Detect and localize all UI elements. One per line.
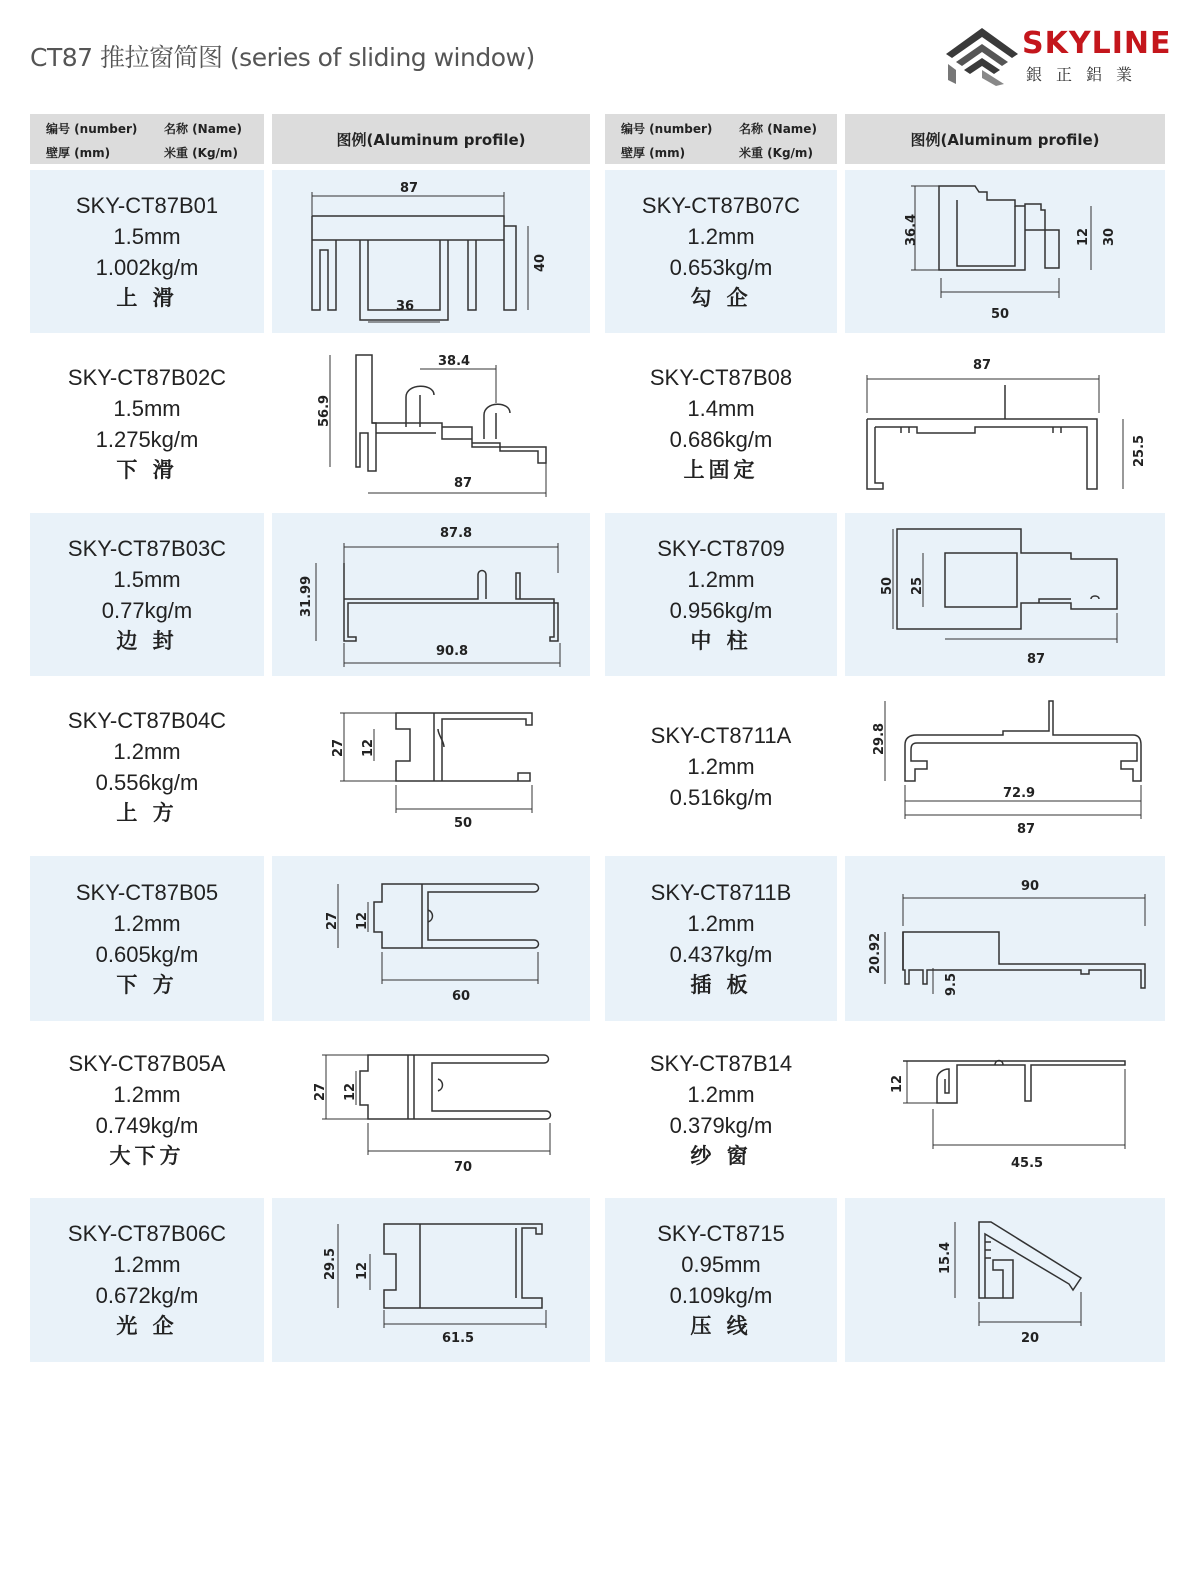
product-name: 上 滑 <box>116 285 178 310</box>
dim-label: 12 <box>355 911 370 930</box>
profile-drawing <box>845 513 1165 676</box>
product-weight: 0.956kg/m <box>669 597 773 623</box>
product-weight: 0.516kg/m <box>669 785 773 810</box>
header-thickness-label: 壁厚 (mm) <box>46 146 111 160</box>
product-weight: 0.686kg/m <box>669 427 773 452</box>
dim-label: 87 <box>400 181 419 196</box>
product-info-card <box>30 1198 264 1362</box>
product-info-card <box>30 685 264 848</box>
dim-label: 40 <box>533 253 548 272</box>
dim-label: 56.9 <box>317 394 332 427</box>
profile-drawing-card <box>845 170 1165 333</box>
product-code: SKY-CT8709 <box>657 535 785 561</box>
profile-drawing-card <box>845 1198 1165 1362</box>
profile-drawing <box>272 513 590 676</box>
product-weight: 0.653kg/m <box>669 254 773 280</box>
product-weight: 0.109kg/m <box>669 1283 773 1308</box>
dim-label: 9.5 <box>944 972 959 996</box>
dim-label: 72.9 <box>1003 786 1036 801</box>
dim-label: 45.5 <box>1011 1156 1044 1171</box>
dim-label: 29.8 <box>872 722 887 755</box>
profile-drawing-card <box>845 685 1165 848</box>
product-thickness: 1.2mm <box>113 1252 181 1277</box>
profile-drawing-card <box>845 513 1165 676</box>
product-code: SKY-CT87B05A <box>68 1050 226 1076</box>
profile-drawing-card <box>272 1029 590 1190</box>
dim-label: 50 <box>991 307 1010 322</box>
product-weight: 1.275kg/m <box>95 427 199 452</box>
product-info-card <box>30 343 264 505</box>
product-code: SKY-CT87B03C <box>67 535 227 561</box>
product-code: SKY-CT87B02C <box>67 365 227 390</box>
product-thickness: 1.5mm <box>113 223 181 249</box>
product-name: 插 板 <box>690 972 752 997</box>
dim-label: 50 <box>454 816 473 831</box>
dim-label: 60 <box>452 989 471 1004</box>
product-code: SKY-CT8711B <box>650 879 792 905</box>
dim-label: 20 <box>1021 1331 1040 1346</box>
product-thickness: 1.2mm <box>687 223 755 249</box>
product-code: SKY-CT8715 <box>657 1221 785 1246</box>
profile-drawing-card <box>272 685 590 848</box>
product-info-card <box>605 1029 837 1190</box>
product-code: SKY-CT87B01 <box>75 192 219 218</box>
header-number-label: 编号 (number) <box>621 122 713 136</box>
header-number-label: 编号 (number) <box>46 122 138 136</box>
brand-logo <box>942 24 1172 88</box>
profile-drawing <box>272 343 590 505</box>
product-info-card <box>605 170 837 333</box>
dim-label: 25 <box>910 576 925 595</box>
dim-label: 87 <box>973 358 992 373</box>
header-profile-label: 图例(Aluminum profile) <box>336 130 526 149</box>
product-thickness: 1.2mm <box>113 1081 181 1107</box>
header-profile-left <box>272 114 590 164</box>
product-weight: 0.379kg/m <box>669 1112 773 1138</box>
profile-drawing-card <box>845 856 1165 1021</box>
profile-drawing <box>272 685 590 848</box>
product-thickness: 1.2mm <box>687 754 755 779</box>
product-info-card <box>605 856 837 1021</box>
header-weight-label: 米重 (Kg/m) <box>164 146 238 160</box>
product-code: SKY-CT87B04C <box>67 707 227 733</box>
product-name: 下 滑 <box>116 458 178 482</box>
dim-label: 50 <box>880 576 895 595</box>
product-name: 纱 窗 <box>690 1143 752 1168</box>
dim-label: 12 <box>1076 227 1091 246</box>
product-name: 中 柱 <box>690 628 752 653</box>
dim-label: 36.4 <box>904 213 919 246</box>
dim-label: 12 <box>890 1074 905 1093</box>
dim-label: 29.5 <box>323 1247 338 1280</box>
header-profile-right <box>845 114 1165 164</box>
product-thickness: 1.2mm <box>687 1081 755 1107</box>
product-code: SKY-CT8711A <box>650 723 792 748</box>
dim-label: 70 <box>454 1160 473 1175</box>
product-name: 下 方 <box>116 972 178 997</box>
header-weight-label: 米重 (Kg/m) <box>739 146 813 160</box>
header-name-label: 名称 (Name) <box>164 122 242 136</box>
product-thickness: 1.4mm <box>687 396 755 421</box>
skyline-logo-icon <box>942 24 1020 88</box>
header-profile-label: 图例(Aluminum profile) <box>910 130 1100 149</box>
product-weight: 0.672kg/m <box>95 1283 199 1308</box>
product-weight: 1.002kg/m <box>95 254 199 280</box>
product-thickness: 0.95mm <box>681 1252 761 1277</box>
dim-label: 12 <box>343 1082 358 1101</box>
product-weight: 0.556kg/m <box>95 769 199 795</box>
dim-label: 87 <box>1027 652 1046 667</box>
header-info-left <box>30 114 264 164</box>
profile-drawing-card <box>272 343 590 505</box>
product-thickness: 1.5mm <box>113 396 181 421</box>
profile-drawing-card <box>272 856 590 1021</box>
product-code: SKY-CT87B14 <box>649 1050 793 1076</box>
product-code: SKY-CT87B07C <box>641 192 801 218</box>
product-name: 光 企 <box>116 1314 178 1338</box>
profile-drawing <box>845 1029 1165 1190</box>
product-name: 边 封 <box>116 628 178 653</box>
product-info-card <box>605 685 837 848</box>
dim-label: 90.8 <box>436 644 469 659</box>
profile-drawing-card <box>272 1198 590 1362</box>
profile-drawing-card <box>272 513 590 676</box>
product-name: 勾 企 <box>690 285 752 310</box>
profile-drawing <box>272 856 590 1021</box>
dim-label: 36 <box>396 299 415 314</box>
dim-label: 90 <box>1021 879 1040 894</box>
dim-label: 87 <box>1017 822 1036 837</box>
dim-label: 38.4 <box>438 354 471 369</box>
header-info-right <box>605 114 837 164</box>
profile-drawing-card <box>272 170 590 333</box>
dim-label: 31.99 <box>299 575 314 617</box>
product-code: SKY-CT87B06C <box>67 1221 227 1246</box>
product-name: 压 线 <box>690 1314 752 1338</box>
dim-label: 27 <box>313 1082 328 1101</box>
product-name: 上固定 <box>683 458 759 482</box>
profile-drawing <box>845 343 1165 505</box>
header-thickness-label: 壁厚 (mm) <box>621 146 686 160</box>
dim-label: 27 <box>325 911 340 930</box>
product-info-card <box>605 513 837 676</box>
product-thickness: 1.2mm <box>687 566 755 592</box>
dim-label: 15.4 <box>938 1241 953 1274</box>
product-thickness: 1.5mm <box>113 566 181 592</box>
profile-drawing <box>845 856 1165 1021</box>
product-weight: 0.77kg/m <box>101 597 193 623</box>
product-weight: 0.749kg/m <box>95 1112 199 1138</box>
page-title: CT87 推拉窗简图 (series of sliding window) <box>30 43 535 72</box>
profile-drawing <box>272 1198 590 1362</box>
dim-label: 27 <box>331 738 346 757</box>
profile-drawing <box>845 685 1165 848</box>
header-name-label: 名称 (Name) <box>739 122 817 136</box>
brand-subtitle: 銀正鋁業 <box>1026 65 1147 84</box>
product-name: 上 方 <box>116 800 178 825</box>
profile-drawing <box>272 1029 590 1190</box>
product-info-card <box>30 856 264 1021</box>
product-weight: 0.437kg/m <box>669 941 773 967</box>
product-info-card <box>30 1029 264 1190</box>
product-thickness: 1.2mm <box>113 910 181 936</box>
product-code: SKY-CT87B05 <box>75 879 219 905</box>
profile-drawing-card <box>845 343 1165 505</box>
product-weight: 0.605kg/m <box>95 941 199 967</box>
product-info-card <box>30 170 264 333</box>
dim-label: 87.8 <box>440 526 473 541</box>
profile-drawing <box>845 170 1165 333</box>
product-info-card <box>30 513 264 676</box>
product-code: SKY-CT87B08 <box>649 365 793 390</box>
product-info-card <box>605 1198 837 1362</box>
dim-label: 12 <box>355 1261 370 1280</box>
dim-label: 61.5 <box>442 1331 475 1346</box>
product-name: 大下方 <box>109 1143 185 1168</box>
dim-label: 12 <box>361 738 376 757</box>
product-info-card <box>605 343 837 505</box>
product-thickness: 1.2mm <box>113 738 181 764</box>
profile-drawing <box>845 1198 1165 1362</box>
profile-drawing-card <box>845 1029 1165 1190</box>
dim-label: 87 <box>454 476 473 491</box>
dim-label: 30 <box>1102 227 1117 246</box>
brand-name: SKYLINE <box>1022 26 1172 61</box>
product-thickness: 1.2mm <box>687 910 755 936</box>
profile-drawing <box>272 170 590 333</box>
dim-label: 20.92 <box>868 932 883 974</box>
dim-label: 25.5 <box>1132 434 1147 467</box>
